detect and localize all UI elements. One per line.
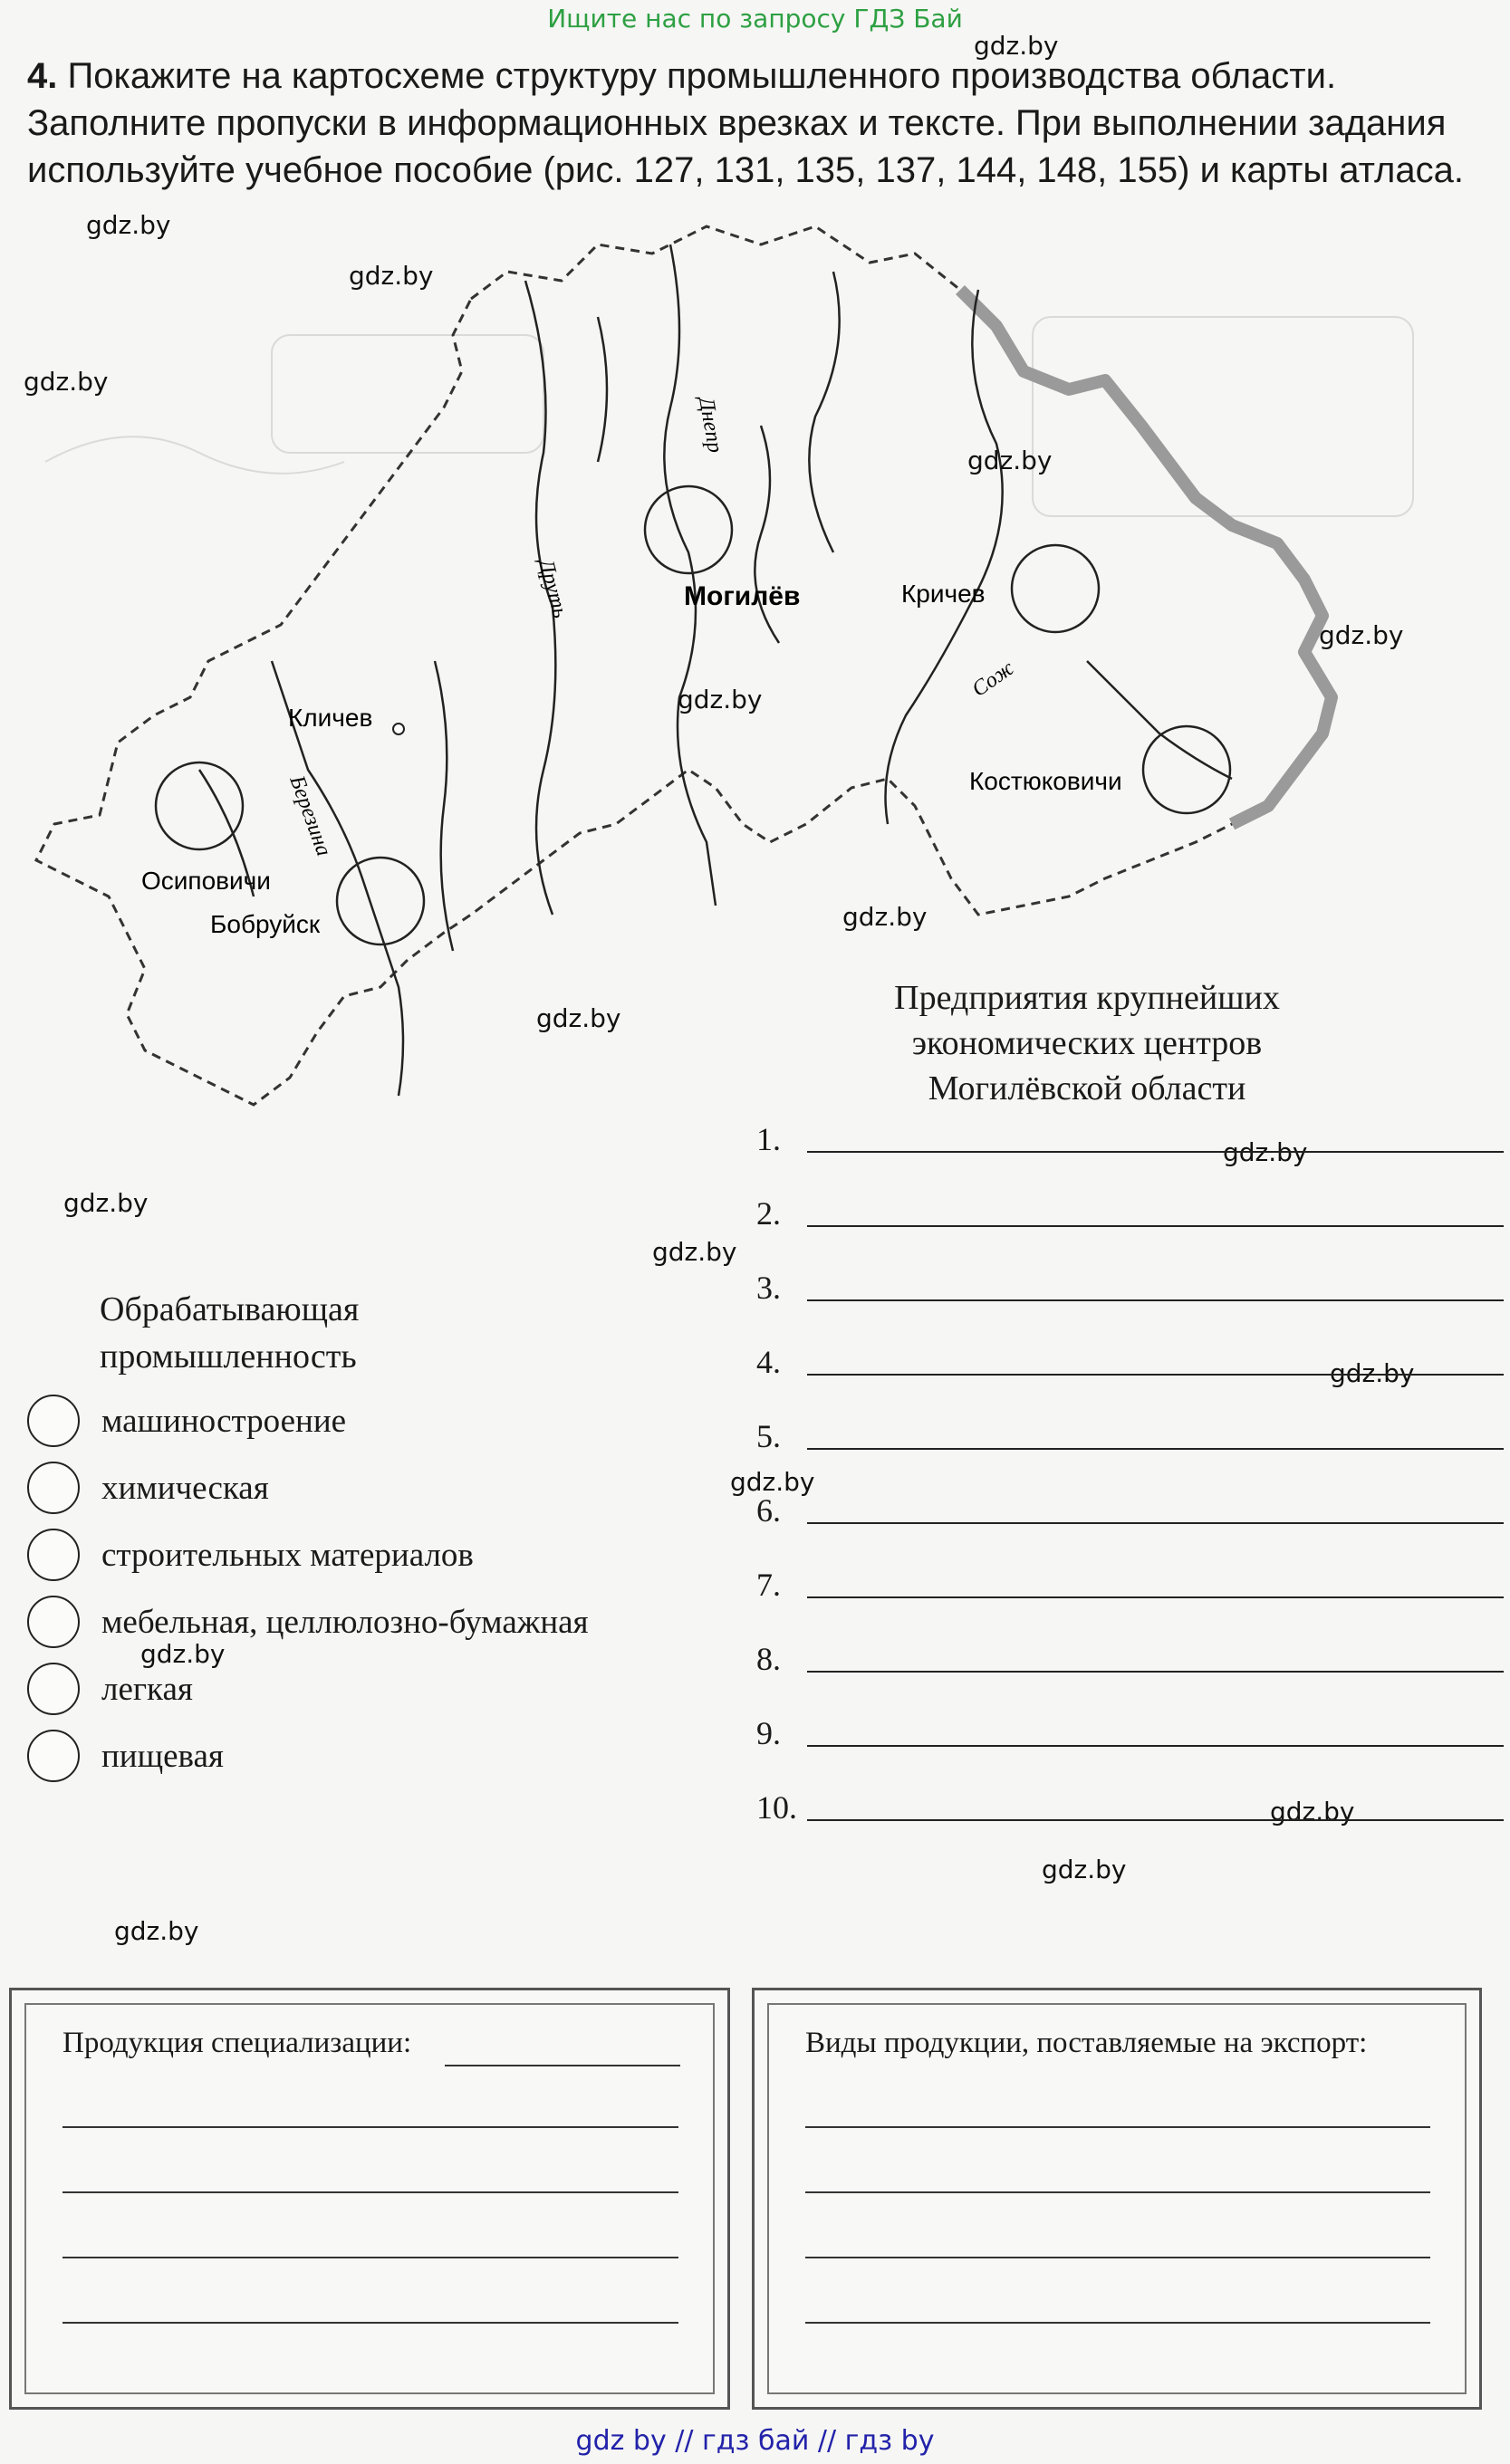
enterprise-line[interactable]: 10.	[756, 1778, 1504, 1832]
watermark: gdz.by	[1223, 1137, 1308, 1167]
klichev-marker	[393, 724, 404, 734]
enterprise-line[interactable]: 9.	[756, 1703, 1504, 1758]
enterprise-line[interactable]: 3.	[756, 1258, 1504, 1312]
answer-line[interactable]	[63, 2257, 678, 2258]
watermark: gdz.by	[86, 210, 171, 240]
watermark: gdz.by	[842, 902, 928, 932]
river-sozh-line	[886, 290, 1003, 824]
enterprise-line[interactable]: 4.	[756, 1332, 1504, 1386]
watermark: gdz.by	[63, 1188, 149, 1218]
enterprise-line[interactable]: 2.	[756, 1184, 1504, 1238]
answer-line[interactable]	[805, 2191, 1430, 2193]
answer-line[interactable]	[805, 2126, 1430, 2128]
krichev-circle[interactable]	[1012, 545, 1099, 632]
watermark: gdz.by	[1330, 1358, 1415, 1388]
answer-line[interactable]	[63, 2191, 678, 2193]
export-frame	[752, 1988, 1482, 2410]
legend-circle[interactable]	[27, 1730, 80, 1782]
search-banner-link[interactable]: Ищите нас по запросу ГДЗ Бай	[547, 4, 963, 34]
river-network	[199, 244, 1232, 1096]
answer-line[interactable]	[63, 2322, 678, 2324]
watermark: gdz.by	[678, 685, 763, 714]
export-label: Виды продукции, поставляемые на экспорт:	[805, 2027, 1368, 2059]
river-label-drut: Друть	[534, 556, 572, 621]
city-label-bobruisk: Бобруйск	[210, 910, 321, 938]
watermark: gdz.by	[536, 1003, 621, 1033]
city-label-kostyukovichi: Костюковичи	[969, 767, 1122, 795]
answer-line[interactable]	[805, 2257, 1430, 2258]
enterprise-line[interactable]: 5.	[756, 1406, 1504, 1461]
task-body: Покажите на картосхеме структуру промышленного производства области. Заполните пропуски в информационных врезках и тексте. При выполнении задания используйте учебное пособие (рис. 127, 131, 135, 137, 144, 148, 155) и карты атласа.	[27, 56, 1464, 190]
background-ghost-map	[45, 317, 1413, 516]
task-text	[27, 53, 1495, 194]
legend-circle[interactable]	[27, 1462, 80, 1514]
enterprise-line[interactable]: 6.	[756, 1481, 1504, 1535]
watermark: gdz.by	[114, 1916, 199, 1946]
legend-circle[interactable]	[27, 1395, 80, 1447]
city-label-klichev: Кличев	[288, 704, 373, 732]
watermark: gdz.by	[1319, 620, 1404, 650]
enterprise-line[interactable]: 7.	[756, 1555, 1504, 1609]
watermark: gdz.by	[140, 1639, 226, 1669]
legend-circle[interactable]	[27, 1529, 80, 1581]
answer-line[interactable]	[63, 2126, 678, 2128]
region-border	[36, 226, 1332, 1105]
river-dnepr-line	[664, 244, 716, 906]
footer-links[interactable]: gdz by // гдз бай // гдз by	[575, 2425, 935, 2457]
river-label-dnepr: Днепр	[694, 395, 727, 455]
watermark: gdz.by	[24, 367, 109, 397]
watermark: gdz.by	[1270, 1797, 1355, 1826]
task-number: 4.	[27, 56, 58, 96]
city-label-krichev: Кричев	[901, 580, 986, 608]
watermark: gdz.by	[1042, 1855, 1127, 1884]
specialization-frame	[9, 1988, 730, 2410]
watermark: gdz.by	[974, 31, 1059, 61]
city-label-mogilev: Могилёв	[684, 581, 801, 611]
enterprise-line[interactable]: 8.	[756, 1629, 1504, 1683]
watermark: gdz.by	[730, 1467, 815, 1497]
mogilev-circle[interactable]	[645, 486, 732, 573]
enterprises-title: Предприятия крупнейших экономических центров Могилёвской области	[894, 979, 1280, 1107]
watermark: gdz.by	[652, 1237, 737, 1267]
enterprise-line[interactable]: 1.	[756, 1109, 1504, 1164]
osipovichi-circle[interactable]	[156, 762, 243, 849]
answer-line[interactable]	[445, 2065, 680, 2066]
state-border	[960, 290, 1332, 824]
watermark: gdz.by	[349, 261, 434, 291]
industry-title: Обрабатывающая промышленность	[100, 1290, 360, 1376]
legend-circle[interactable]	[27, 1663, 80, 1715]
river-label-berezina: Березина	[284, 772, 336, 859]
watermark: gdz.by	[967, 446, 1053, 475]
specialization-label: Продукция специализации:	[63, 2027, 412, 2059]
river-label-sozh: Сож	[967, 656, 1019, 702]
legend-circle[interactable]	[27, 1596, 80, 1648]
answer-line[interactable]	[805, 2322, 1430, 2324]
city-label-osipovichi: Осиповичи	[141, 867, 271, 895]
